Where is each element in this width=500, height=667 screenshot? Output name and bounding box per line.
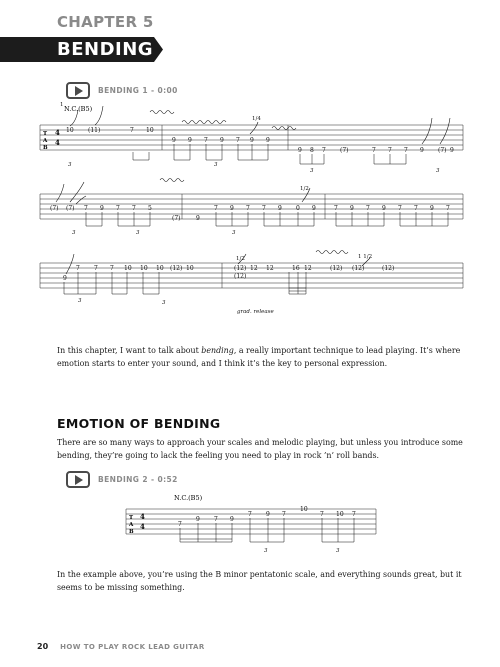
- time-sig-top: 4: [55, 128, 60, 137]
- page-number: 20: [37, 642, 49, 651]
- svg-text:10: 10: [156, 265, 164, 272]
- triplet-mark: 3: [72, 230, 76, 236]
- svg-text:7: 7: [204, 137, 208, 144]
- audio-track-2[interactable]: [66, 471, 178, 488]
- bend-label: 1: [60, 102, 64, 108]
- svg-text:9: 9: [172, 137, 176, 144]
- svg-text:(12): (12): [234, 273, 247, 280]
- chord-symbol: N.C.(B5): [64, 105, 93, 113]
- svg-text:7: 7: [372, 147, 376, 154]
- triplet-mark: 3: [436, 168, 440, 174]
- svg-text:9: 9: [312, 205, 316, 212]
- audio-track-2-label: BENDING 2 - 0:52: [98, 475, 178, 484]
- audio-track-1[interactable]: [66, 82, 178, 99]
- svg-text:9: 9: [250, 137, 254, 144]
- svg-text:10: 10: [66, 127, 74, 134]
- svg-text:12: 12: [250, 265, 258, 272]
- emphasis-bending: bending: [201, 346, 234, 355]
- time-sig-bottom: 4: [140, 522, 145, 531]
- svg-text:(7): (7): [172, 215, 181, 222]
- svg-text:9: 9: [350, 205, 354, 212]
- svg-text:7: 7: [414, 205, 418, 212]
- svg-text:10: 10: [140, 265, 148, 272]
- svg-text:9: 9: [382, 205, 386, 212]
- play-icon[interactable]: [66, 471, 90, 488]
- svg-text:(12): (12): [330, 265, 343, 272]
- svg-text:(12): (12): [382, 265, 395, 272]
- triplet-mark: 3: [162, 300, 166, 306]
- closing-paragraph: In the example above, you’re using the B minor pentatonic scale, and everything sounds great, but it seems to be missing something.: [57, 570, 462, 593]
- tab-clef-a: A: [129, 522, 134, 528]
- svg-text:7: 7: [248, 511, 252, 518]
- svg-text:5: 5: [148, 205, 152, 212]
- bend-arrows: [56, 106, 450, 274]
- svg-text:7: 7: [262, 205, 266, 212]
- svg-text:7: 7: [178, 521, 182, 528]
- svg-text:9: 9: [430, 205, 434, 212]
- svg-text:8: 8: [310, 147, 314, 154]
- svg-text:9: 9: [298, 147, 302, 154]
- svg-text:7: 7: [282, 511, 286, 518]
- articulation-label: grad. release: [237, 309, 274, 315]
- svg-text:10: 10: [336, 511, 344, 518]
- svg-text:7: 7: [334, 205, 338, 212]
- svg-text:12: 12: [266, 265, 274, 272]
- svg-text:(7): (7): [66, 205, 75, 212]
- svg-text:(7): (7): [438, 147, 447, 154]
- time-sig-top: 4: [140, 512, 145, 521]
- svg-text:9: 9: [188, 137, 192, 144]
- svg-text:9: 9: [196, 516, 200, 523]
- triplet-mark: 3: [78, 298, 82, 304]
- svg-text:(7): (7): [50, 205, 59, 212]
- svg-text:(7): (7): [340, 147, 349, 154]
- bend-label: 1/2: [300, 186, 309, 192]
- svg-text:(12): (12): [234, 265, 247, 272]
- svg-text:9: 9: [266, 511, 270, 518]
- svg-text:12: 12: [304, 265, 312, 272]
- bend-label: 1/2: [236, 256, 245, 262]
- svg-text:7: 7: [214, 516, 218, 523]
- section-heading: EMOTION OF BENDING: [57, 416, 221, 431]
- svg-text:16: 16: [292, 265, 300, 272]
- svg-text:9: 9: [266, 137, 270, 144]
- svg-text:10: 10: [186, 265, 194, 272]
- chapter-number: CHAPTER 5: [57, 13, 154, 31]
- triplet-mark: 3: [68, 162, 72, 168]
- svg-text:9: 9: [230, 516, 234, 523]
- svg-text:7: 7: [116, 205, 120, 212]
- svg-text:7: 7: [76, 265, 80, 272]
- svg-text:9: 9: [230, 205, 234, 212]
- svg-text:7: 7: [446, 205, 450, 212]
- chord-symbol: N.C.(B5): [174, 494, 203, 502]
- intro-paragraph: In this chapter, I want to talk about bending, a really important technique to lead playing. It’s where emotion starts to enter your sound, and I think it’s the key to personal expression.: [57, 346, 461, 369]
- svg-text:7: 7: [110, 265, 114, 272]
- svg-text:7: 7: [404, 147, 408, 154]
- svg-text:(11): (11): [88, 127, 101, 134]
- tab-staff-2: [0, 492, 500, 566]
- svg-text:9: 9: [196, 215, 200, 222]
- tab-clef-a: A: [43, 138, 48, 144]
- triplet-mark: 3: [310, 168, 314, 174]
- svg-text:7: 7: [236, 137, 240, 144]
- triplet-mark: 3: [214, 162, 218, 168]
- svg-text:(12): (12): [170, 265, 183, 272]
- triplet-mark: 3: [336, 548, 340, 554]
- svg-text:7: 7: [398, 205, 402, 212]
- svg-text:7: 7: [130, 127, 134, 134]
- svg-text:10: 10: [124, 265, 132, 272]
- fret-numbers: [178, 506, 356, 528]
- svg-text:(12): (12): [352, 265, 365, 272]
- bend-label: 1/4: [252, 116, 261, 122]
- page-footer: [37, 642, 205, 651]
- svg-text:7: 7: [388, 147, 392, 154]
- svg-text:9: 9: [450, 147, 454, 154]
- svg-text:7: 7: [132, 205, 136, 212]
- svg-text:9: 9: [420, 147, 424, 154]
- tab-clef-t: T: [43, 131, 48, 137]
- svg-text:7: 7: [320, 511, 324, 518]
- svg-text:9: 9: [278, 205, 282, 212]
- svg-text:7: 7: [214, 205, 218, 212]
- triplet-mark: 3: [232, 230, 236, 236]
- time-sig-bottom: 4: [55, 138, 60, 147]
- bend-label: 1 1/2: [358, 254, 373, 260]
- tab-clef-b: B: [129, 529, 134, 535]
- svg-text:7: 7: [366, 205, 370, 212]
- triplet-mark: 3: [136, 230, 140, 236]
- svg-text:7: 7: [322, 147, 326, 154]
- svg-text:0: 0: [296, 205, 300, 212]
- svg-text:10: 10: [300, 506, 308, 513]
- tab-clef-t: T: [129, 515, 134, 521]
- tab-staff-1: [0, 98, 500, 334]
- tab-clef-b: B: [43, 145, 48, 151]
- vibrato-marks: [150, 111, 348, 254]
- book-title: HOW TO PLAY ROCK LEAD GUITAR: [60, 643, 205, 651]
- svg-text:7: 7: [94, 265, 98, 272]
- svg-text:9: 9: [63, 275, 67, 282]
- svg-text:7: 7: [84, 205, 88, 212]
- svg-text:7: 7: [246, 205, 250, 212]
- audio-track-1-label: BENDING 1 - 0:00: [98, 86, 178, 95]
- svg-text:9: 9: [100, 205, 104, 212]
- section-paragraph: There are so many ways to approach your scales and melodic playing, but unless you introduce some bending, they’re going to lack the feeling you need to play in rock ’n’ roll bands.: [57, 438, 463, 461]
- play-icon[interactable]: [66, 82, 90, 99]
- svg-text:9: 9: [220, 137, 224, 144]
- rhythm-stems: [180, 518, 354, 542]
- chapter-title: BENDING: [57, 39, 154, 60]
- triplet-mark: 3: [264, 548, 268, 554]
- svg-text:10: 10: [146, 127, 154, 134]
- svg-text:7: 7: [352, 511, 356, 518]
